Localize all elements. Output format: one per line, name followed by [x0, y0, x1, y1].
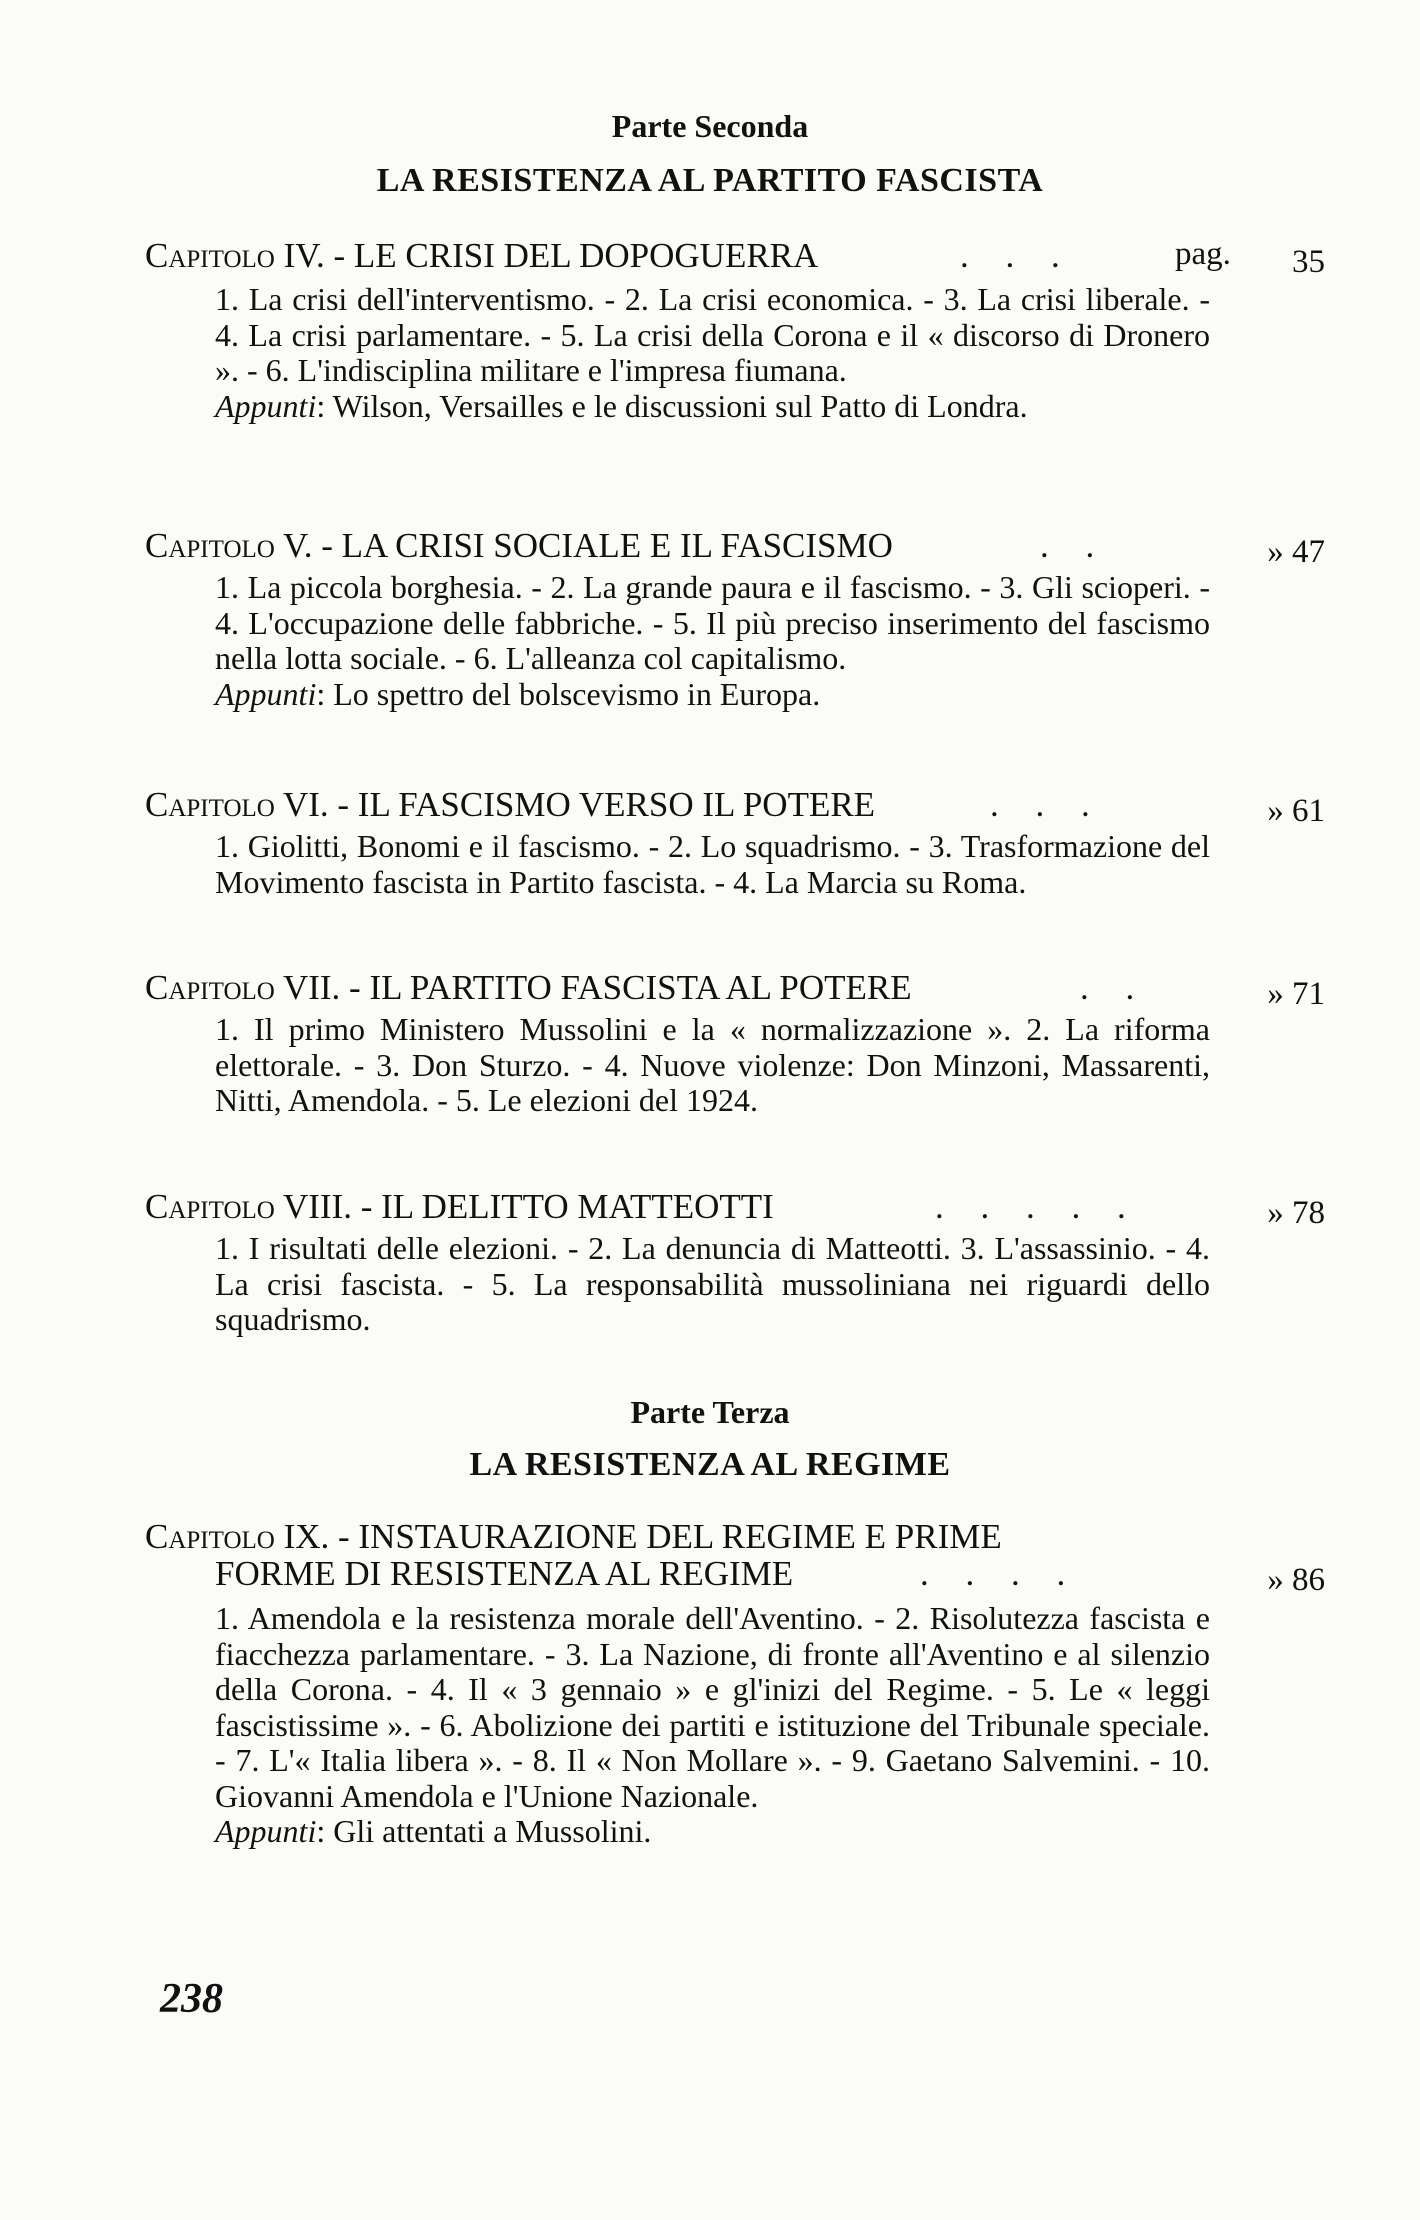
- chapter-heading: [145, 968, 1325, 1012]
- chapter-prefix: Capitolo: [145, 1517, 275, 1556]
- part-title: LA RESISTENZA AL PARTITO FASCISTA: [376, 162, 1044, 199]
- chapter-entry: [145, 526, 1325, 712]
- page-folio: 238: [160, 1976, 223, 2022]
- chapter-heading: [145, 526, 1325, 570]
- appunti-label: Appunti: [215, 1813, 317, 1849]
- chapter-prefix: Capitolo: [145, 1187, 275, 1226]
- appunti-label: Appunti: [215, 675, 317, 712]
- chapter-title: VI. - IL FASCISMO VERSO IL POTERE: [282, 785, 876, 824]
- leader-dots: . . .: [960, 236, 1074, 275]
- chapter-entry: [145, 1517, 1325, 1849]
- leader-dots: . .: [1040, 526, 1109, 565]
- chapter-summary: 1. I risultati delle elezioni. - 2. La denuncia di Matteotti. 3. L'assassinio. - 4. La crisi fascista. - 5. La responsabilità mussoliniana nei riguardi dello squadrismo.: [215, 1230, 1210, 1337]
- chapter-entry: [145, 968, 1325, 1118]
- part-label: Parte Seconda: [611, 108, 809, 144]
- chapter-heading: [145, 236, 1325, 280]
- chapter-entry: [145, 236, 1325, 424]
- chapter-summary: 1. La crisi dell'interventismo. - 2. La crisi economica. - 3. La crisi liberale. - 4. La crisi parlamentare. - 5. La crisi della Corona e il « discorso di Dronero ». - 6. L'indisciplina militare e l'impresa fiumana. Appunti: Wilson, Versailles e le discussioni sul Patto di Londra.: [215, 281, 1210, 424]
- page-number: » 61: [1267, 793, 1325, 829]
- appunti-text: : Gli attentati a Mussolini.: [316, 1813, 652, 1849]
- page-number: » 47: [1267, 534, 1325, 570]
- chapter-title: V. - LA CRISI SOCIALE E IL FASCISMO: [282, 526, 893, 565]
- chapter-summary: 1. Giolitti, Bonomi e il fascismo. - 2. Lo squadrismo. - 3. Trasformazione del Movimento fascista in Partito fascista. - 4. La Marcia su Roma.: [215, 828, 1210, 900]
- chapter-summary: 1. Amendola e la resistenza morale dell'Aventino. - 2. Risolutezza fascista e fiacchezza parlamentare. - 3. La Nazione, di fronte all'Aventino e al silenzio della Corona. - 4. Il « 3 gennaio » e gl'inizi del Regime. - 5. Le « leggi fascistissime ». - 6. Abolizione dei partiti e istituzione del Tribunale speciale. - 7. L'« Italia libera ». - 8. Il « Non Mollare ». - 9. Gaetano Salvemini. - 10. Giovanni Amendola e l'Unione Nazionale. Appunti: Gli attentati a Mussolini.: [215, 1600, 1210, 1849]
- page-number: » 86: [1267, 1562, 1325, 1598]
- chapter-heading: [145, 785, 1325, 829]
- chapter-title: VIII. - IL DELITTO MATTEOTTI: [282, 1187, 774, 1226]
- part-label: Parte Terza: [630, 1394, 790, 1430]
- chapter-heading: [145, 1187, 1325, 1231]
- chapter-title: IV. - LE CRISI DEL DOPOGUERRA: [283, 236, 819, 275]
- chapter-title: VII. - IL PARTITO FASCISTA AL POTERE: [282, 968, 912, 1007]
- chapter-heading-continued: [145, 1554, 1325, 1598]
- part-title: LA RESISTENZA AL REGIME: [469, 1446, 951, 1483]
- leader-dots: . . . .: [920, 1554, 1080, 1593]
- page-label: pag.: [1175, 236, 1231, 272]
- chapter-prefix: Capitolo: [145, 968, 275, 1007]
- chapter-prefix: Capitolo: [145, 236, 275, 275]
- chapter-summary: 1. Il primo Ministero Mussolini e la « normalizzazione ». 2. La riforma elettorale. - 3. Don Sturzo. - 4. Nuove violenze: Don Minzoni, Massarenti, Nitti, Amendola. - 5. Le elezioni del 1924.: [215, 1011, 1210, 1118]
- appunti-label: Appunti: [215, 387, 317, 424]
- page-number: » 71: [1267, 976, 1325, 1012]
- chapter-title-line2: FORME DI RESISTENZA AL REGIME: [215, 1554, 794, 1593]
- chapter-summary: 1. La piccola borghesia. - 2. La grande paura e il fascismo. - 3. Gli scioperi. - 4. L'occupazione delle fabbriche. - 5. Il più preciso inserimento del fascismo nella lotta sociale. - 6. L'alleanza col capitalismo. Appunti: Lo spettro del bolscevismo in Europa.: [215, 569, 1210, 712]
- leader-dots: . . . . .: [935, 1187, 1140, 1226]
- appunti-text: : Wilson, Versailles e le discussioni sul Patto di Londra.: [316, 387, 1028, 424]
- chapter-prefix: Capitolo: [145, 526, 275, 565]
- leader-dots: . . .: [990, 785, 1104, 824]
- chapter-prefix: Capitolo: [145, 785, 275, 824]
- chapter-entry: [145, 1187, 1325, 1337]
- appunti-text: : Lo spettro del bolscevismo in Europa.: [316, 675, 821, 712]
- chapter-title: IX. - INSTAURAZIONE DEL REGIME E PRIME: [283, 1517, 1002, 1556]
- page-number: » 78: [1267, 1195, 1325, 1231]
- leader-dots: . .: [1080, 968, 1149, 1007]
- chapter-entry: [145, 785, 1325, 900]
- page-number: 35: [1292, 244, 1325, 280]
